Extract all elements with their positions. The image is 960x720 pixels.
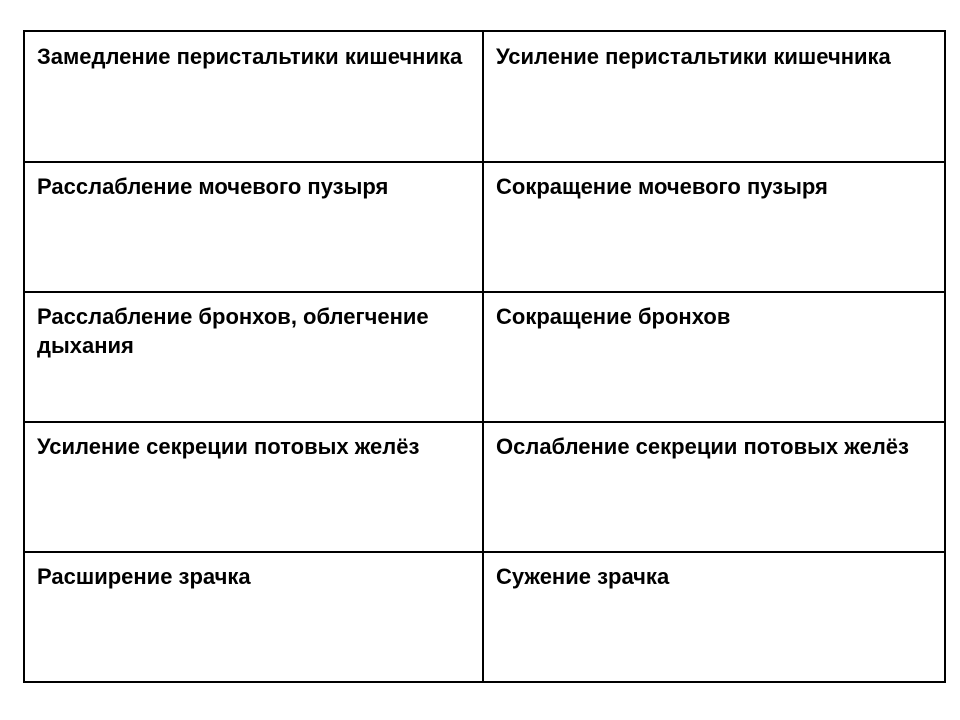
table-cell-right: Сокращение мочевого пузыря (483, 162, 945, 292)
table-cell-left: Усиление секреции потовых желёз (24, 422, 483, 552)
table-cell-right: Усиление перистальтики кишечника (483, 31, 945, 162)
table-row (24, 552, 945, 682)
table-cell-left: Замедление перистальтики кишечника (24, 31, 483, 162)
table-cell-right: Сужение зрачка (483, 552, 945, 682)
table-row (24, 422, 945, 552)
table-cell-left: Расслабление мочевого пузыря (24, 162, 483, 292)
table-cell-right: Ослабление секреции потовых желёз (483, 422, 945, 552)
table-row (24, 162, 945, 292)
comparison-table (23, 30, 946, 683)
table-cell-left: Расслабление бронхов, облегчение дыхания (24, 292, 483, 422)
table-cell-left: Расширение зрачка (24, 552, 483, 682)
table-row (24, 292, 945, 422)
table-cell-right: Сокращение бронхов (483, 292, 945, 422)
table-row (24, 31, 945, 162)
